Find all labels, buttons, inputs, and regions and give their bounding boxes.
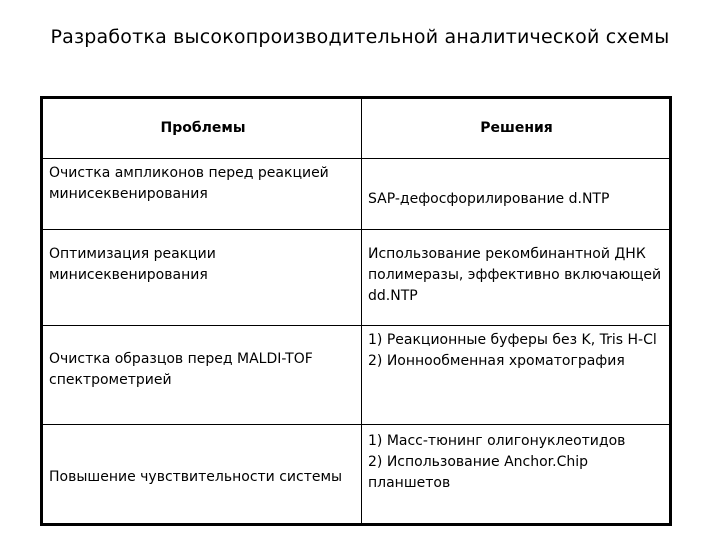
problem-cell: Очистка ампликонов перед реакцией минисеквенирования xyxy=(43,159,362,229)
solution-cell xyxy=(362,425,669,523)
problem-text: Повышение чувствительности системы xyxy=(49,468,343,485)
solution-line: 1) Реакционные буферы без K, Tris H-Cl xyxy=(368,332,657,348)
problem-text: Очистка образцов перед MALDI-TOF спектрометрией xyxy=(49,351,313,388)
problem-cell xyxy=(43,326,362,424)
solution-cell xyxy=(362,326,669,424)
solution-line: 2) Использование Anchor.Chip планшетов xyxy=(368,454,588,491)
table-header-row xyxy=(43,99,669,159)
header-problems: Проблемы xyxy=(43,99,362,158)
table-row xyxy=(43,230,669,326)
solution-cell xyxy=(362,159,669,229)
table-row xyxy=(43,159,669,230)
problem-cell: Оптимизация реакции минисеквенирования xyxy=(43,230,362,325)
solution-cell xyxy=(362,230,669,325)
solution-line: Использование рекомбинантной ДНК полимеразы, эффективно включающей dd.NTP xyxy=(368,246,662,304)
slide-title: Разработка высокопроизводительной аналитической схемы xyxy=(50,26,670,48)
comparison-table xyxy=(40,96,672,526)
table-row xyxy=(43,326,669,425)
solution-line: SAP-дефосфорилирование d.NTP xyxy=(368,190,610,207)
solution-line: 1) Масс-тюнинг олигонуклеотидов xyxy=(368,433,626,449)
problem-cell xyxy=(43,425,362,523)
header-solutions: Решения xyxy=(480,120,553,136)
table-row xyxy=(43,425,669,523)
solution-line: 2) Ионнообменная хроматография xyxy=(368,353,625,369)
